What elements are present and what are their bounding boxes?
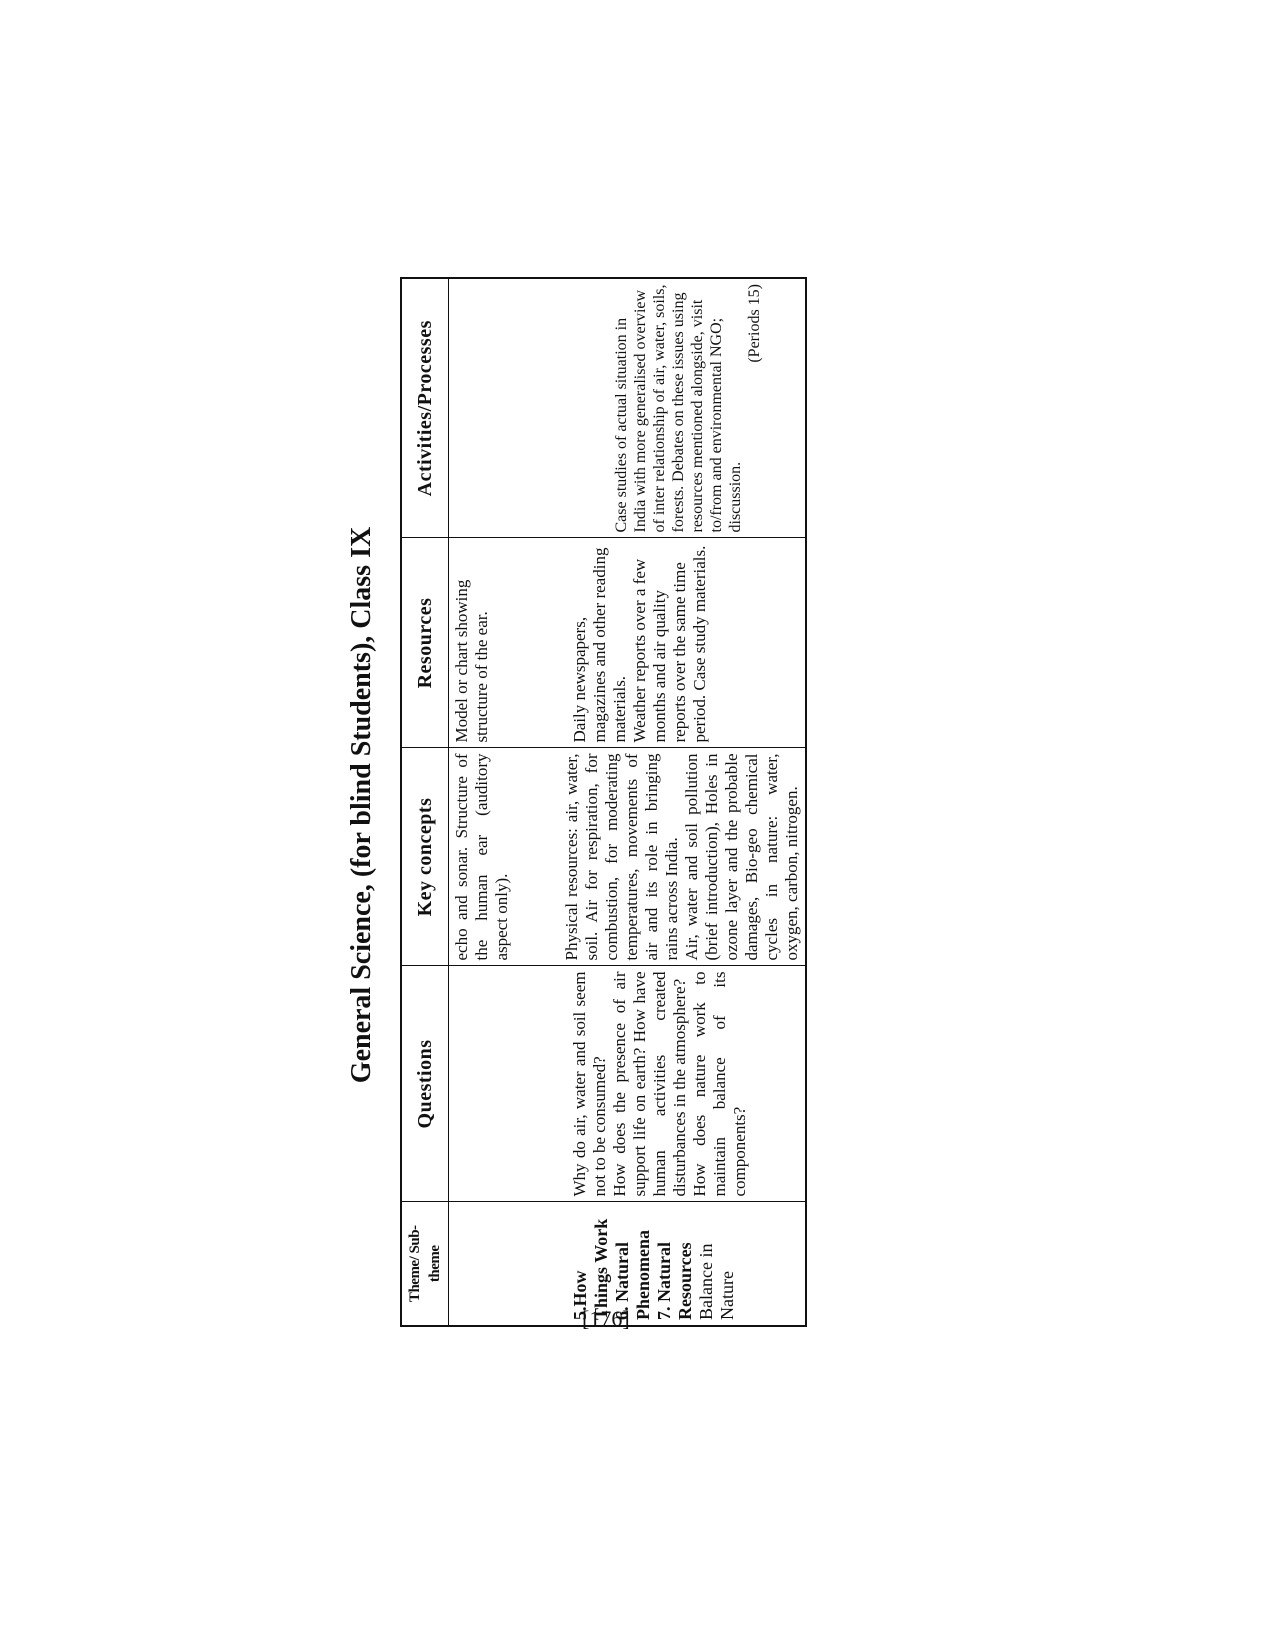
theme-item: 6. Natural	[612, 1242, 632, 1320]
syllabus-table-wrapper	[400, 279, 922, 1327]
resource-item: Daily newspapers, magazines and other reading materials.	[570, 547, 629, 743]
activity-item: Case studies of actual situation in India with more generalised overview of inter relationship of air, water, soils, forests. Debates on these issues using resources mentioned alongside, visit to/from and environmental NGO; discussion.	[613, 284, 744, 533]
periods-label: (Periods 15)	[746, 284, 763, 363]
question-item: Why do air, water and soil seem not to be consumed?	[570, 971, 609, 1197]
rotated-page	[340, 275, 880, 1335]
question-item: How does nature work to maintain balance of its components?	[690, 971, 749, 1197]
header-activities: Activities/Processes	[401, 278, 449, 538]
theme-item: Balance in	[696, 1243, 716, 1320]
key-concept-item: Physical resources: air, water, soil. Air for respiration, for combustion, for moderating temperatures, movements of air and its role in bringing rains across India.	[562, 753, 681, 961]
header-theme: Theme/ Sub-theme	[401, 1202, 449, 1326]
activities-cell	[449, 278, 807, 538]
theme-item: 5.How	[570, 1270, 590, 1320]
page-title: General Science, (for blind Students), Class IX	[346, 526, 377, 1084]
key-concepts-cell	[449, 748, 807, 966]
header-resources: Resources	[401, 538, 449, 748]
page-number: [176]	[582, 1306, 630, 1331]
theme-item: Things Work	[591, 1218, 611, 1320]
theme-cell	[449, 1202, 807, 1326]
header-questions: Questions	[401, 966, 449, 1202]
question-item: How does the presence of air support life on earth? How have human activities created disturbances in the atmosphere?	[610, 971, 689, 1197]
theme-item: Nature	[717, 1271, 737, 1320]
key-concept-item: echo and sonar. Structure of the human ear (auditory aspect only).	[452, 753, 511, 961]
table-header-row	[401, 278, 449, 1326]
resources-cell	[449, 538, 807, 748]
questions-cell	[449, 966, 807, 1202]
table-row	[449, 278, 807, 1326]
header-key-concepts: Key concepts	[401, 748, 449, 966]
key-concept-item: Air, water and soil pollution (brief introduction), Holes in ozone layer and the probable damages, Bio-geo chemical cycles in nature: water, oxygen, carbon, nitrogen.	[682, 753, 801, 961]
theme-item: Resources	[675, 1242, 695, 1320]
theme-item: Phenomena	[633, 1230, 653, 1320]
syllabus-table	[400, 277, 807, 1327]
resource-item: Model or chart showing structure of the ear.	[452, 579, 491, 743]
resource-item: Weather reports over a few months and air quality reports over the same time period. Case study materials.	[630, 545, 709, 743]
theme-item: 7. Natural	[654, 1242, 674, 1320]
